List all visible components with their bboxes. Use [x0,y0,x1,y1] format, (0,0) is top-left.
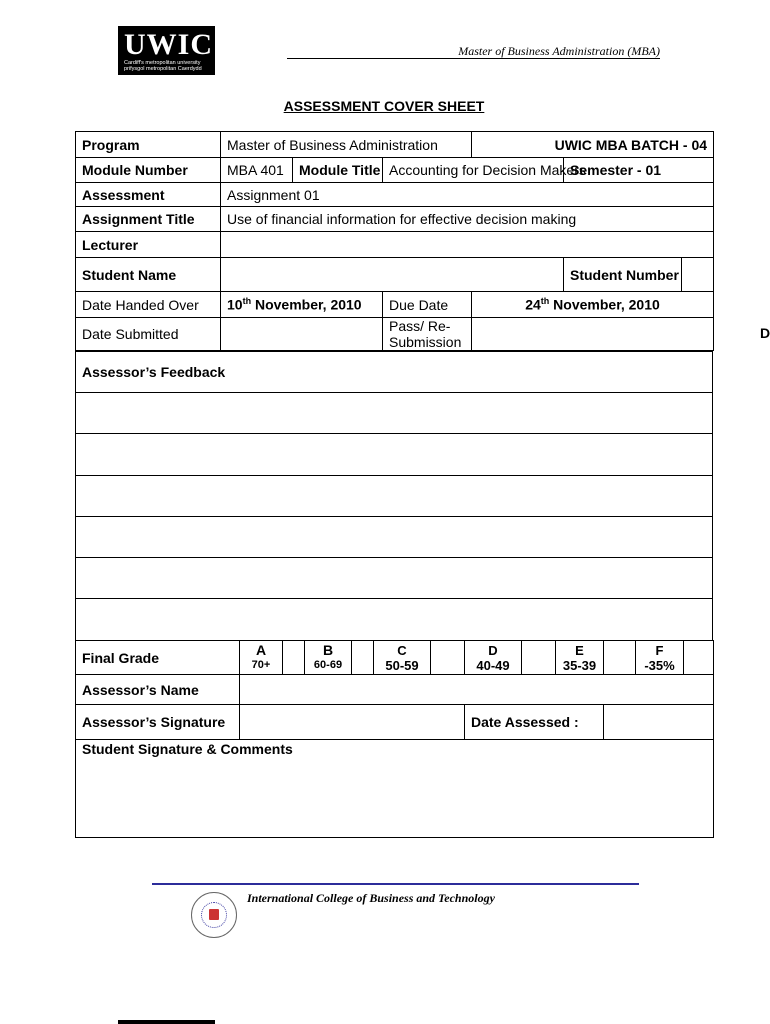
student-number-label: Student Number [564,258,682,292]
date-assessed-label: Date Assessed : [465,705,604,740]
feedback-table [75,351,713,641]
feedback-line[interactable] [76,393,713,434]
assessment-value: Assignment 01 [221,183,714,207]
feedback-line[interactable] [76,599,713,641]
logo-tagline-1: Cardiff's metropolitan university [124,60,201,66]
program-label: Program [76,132,221,158]
feedback-line[interactable] [76,434,713,476]
edge-letter: D [760,325,770,341]
final-grade-label: Final Grade [76,641,240,675]
grade-c-box[interactable] [431,641,465,675]
assessor-signature-field[interactable] [240,705,465,740]
feedback-label: Assessor’s Feedback [76,352,713,393]
assessor-signature-label: Assessor’s Signature [76,705,240,740]
grade-f: F -35% [636,641,684,675]
date-submitted-field[interactable] [221,318,383,351]
feedback-line[interactable] [76,558,713,599]
grade-e-box[interactable] [604,641,636,675]
assessor-name-label: Assessor’s Name [76,675,240,705]
date-handed-label: Date Handed Over [76,292,221,318]
due-date-value: 24th November, 2010 [472,292,714,318]
grade-a: A 70+ [240,641,283,675]
batch-value: UWIC MBA BATCH - 04 [472,132,714,158]
grade-b: B 60-69 [305,641,352,675]
grade-e: E 35-39 [556,641,604,675]
assignment-title-label: Assignment Title [76,207,221,232]
feedback-line[interactable] [76,476,713,517]
module-number-value: MBA 401 [221,158,293,183]
lecturer-field[interactable] [221,232,714,258]
grade-d: D 40-49 [465,641,522,675]
student-name-label: Student Name [76,258,221,292]
uwic-logo [118,26,215,75]
lecturer-label: Lecturer [76,232,221,258]
grade-c: C 50-59 [374,641,431,675]
grade-a-box[interactable] [283,641,305,675]
header-rule [287,58,660,59]
date-submitted-label: Date Submitted [76,318,221,351]
grading-table [75,640,714,838]
feedback-line[interactable] [76,517,713,558]
details-table [75,131,714,351]
assessment-label: Assessment [76,183,221,207]
logo-text: UWIC [124,28,214,61]
program-header: Master of Business Administration (MBA) [458,44,660,58]
student-name-field[interactable] [221,258,564,292]
footer-rule [152,883,639,885]
module-title-label: Module Title [293,158,383,183]
student-number-field[interactable] [682,258,714,292]
date-assessed-field[interactable] [604,705,714,740]
grade-f-box[interactable] [684,641,714,675]
student-signature-area[interactable] [76,740,714,838]
college-name: International College of Business and Technology [247,891,495,905]
module-title-value: Accounting for Decision Makers [383,158,564,183]
assignment-title-value: Use of financial information for effective decision making [221,207,714,232]
logo-tagline-2: prifysgol metropolitan Caerdydd [124,66,202,72]
pass-resubmission-field[interactable] [472,318,714,351]
page-edge-bar [118,1020,215,1024]
date-handed-value: 10th November, 2010 [221,292,383,318]
module-number-label: Module Number [76,158,221,183]
student-signature-label: Student Signature & Comments [82,741,293,757]
pass-resubmission-label: Pass/ Re-Submission [383,318,472,351]
program-value: Master of Business Administration [221,132,472,158]
page-title: ASSESSMENT COVER SHEET [283,98,485,114]
college-seal-icon [191,892,237,938]
semester-value: Semester - 01 [564,158,714,183]
grade-b-box[interactable] [352,641,374,675]
due-date-label: Due Date [383,292,472,318]
grade-d-box[interactable] [522,641,556,675]
assessor-name-field[interactable] [240,675,714,705]
